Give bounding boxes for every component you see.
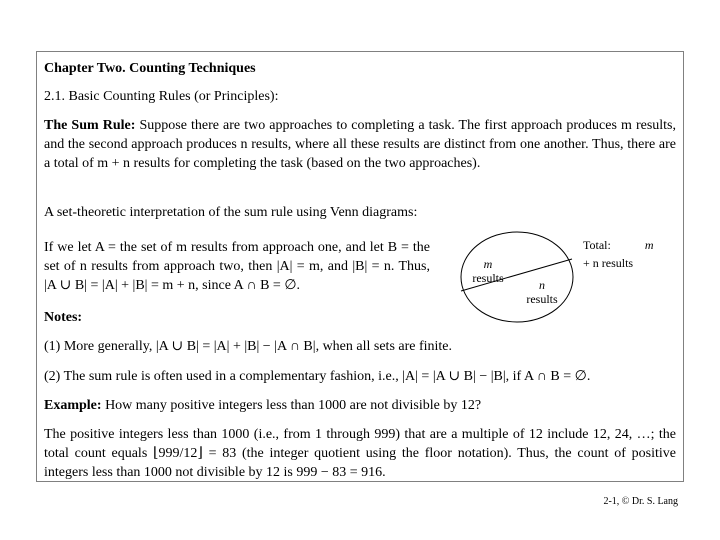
venn-right-var: n [539, 278, 545, 292]
note-2: (2) The sum rule is often used in a complementary fashion, i.e., |A| = |A ∪ B| − |B|, if A ∩ B = ∅. [44, 369, 591, 384]
example-label: Example: [44, 398, 102, 413]
venn-right-word: results [526, 292, 558, 306]
venn-left-var: m [483, 257, 493, 271]
chapter-title: Chapter Two. Counting Techniques [44, 61, 256, 76]
venn-left-region [466, 257, 510, 285]
sum-rule-label: The Sum Rule: [44, 118, 136, 133]
example-question: How many positive integers less than 1000 are not divisible by 12? [101, 398, 482, 413]
notes-heading: Notes: [44, 310, 83, 325]
venn-explanation: If we let A = the set of m results from approach one, and let B = the set of n results from approach two, then |A| = m, and |B| = n. Thus, |A ∪ B| = |A| + |B| = m + n, since A ∩ B = ∅. [44, 240, 430, 293]
venn-left-word: results [472, 271, 504, 285]
note-1: (1) More generally, |A ∪ B| = |A| + |B| − |A ∩ B|, when all sets are finite. [44, 339, 453, 354]
example-answer: The positive integers less than 1000 (i.e., from 1 through 999) that are a multiple of 12 include 12, 24, …; the total count equals ⌊999/12⌋ = 83 (the integer quotient using the floor notation). Thus, the count of positive integers less than 1000 not divisible by 12 is 999 − 83 = 916. [44, 427, 676, 480]
venn-total-label: Total: [583, 238, 611, 252]
sum-rule-text: Suppose there are two approaches to completing a task. The first approach produces m results, and the second approach produces n results, where all these results are distinct from one another. Thus, there are a total of m + n results for completing the task (based on the two approaches). [44, 118, 676, 171]
venn-total-line1 [583, 238, 654, 252]
venn-total-m: m [644, 238, 654, 252]
venn-intro: A set-theoretic interpretation of the sum rule using Venn diagrams: [44, 205, 418, 220]
venn-total-line2: + n results [583, 256, 634, 270]
venn-right-region [520, 278, 564, 306]
sum-rule-paragraph [44, 116, 676, 173]
section-title: 2.1. Basic Counting Rules (or Principles): [44, 89, 279, 104]
example-question-line [44, 396, 481, 415]
footer-credit: 2-1, © Dr. S. Lang [603, 496, 678, 507]
